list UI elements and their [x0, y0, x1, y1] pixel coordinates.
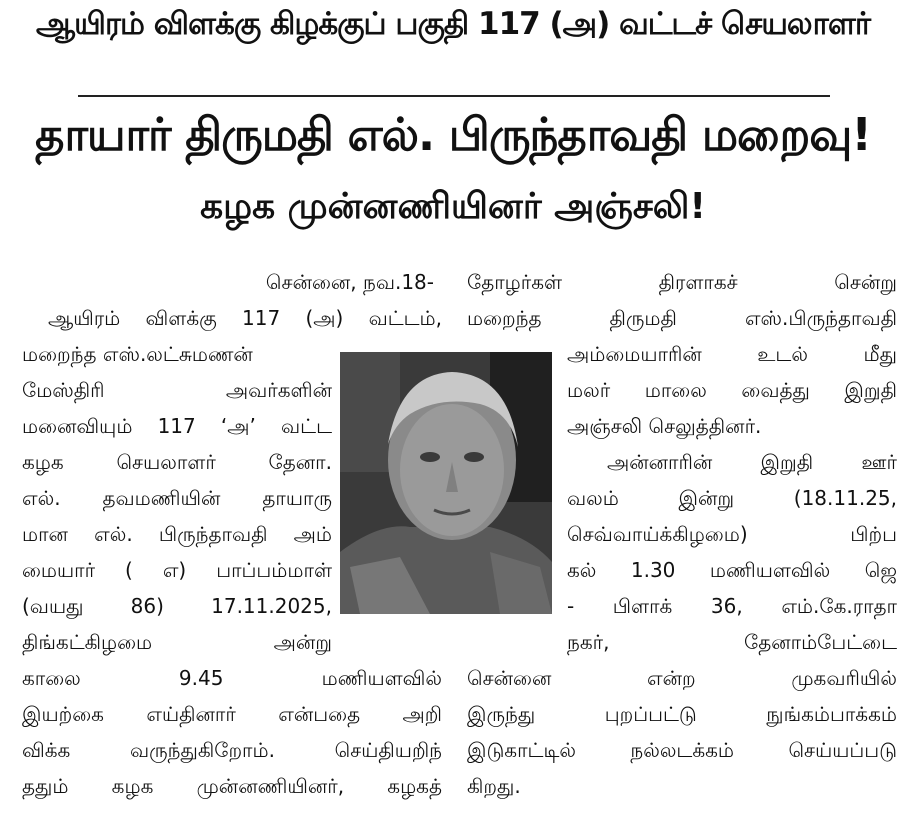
article-line: (வயது 86) 17.11.2025,: [22, 594, 332, 618]
article-line: அம்மையாரின் உடல் மீது: [567, 342, 897, 366]
article-line: மேஸ்திரி அவர்களின்: [22, 378, 332, 402]
article-line: எல். தவமணியின் தாயாரு: [22, 486, 332, 510]
article-line: - பிளாக் 36, எம்.கே.ராதா: [567, 594, 897, 618]
article-line: மலர் மாலை வைத்து இறுதி: [567, 378, 897, 402]
dateline: சென்னை, நவ.18-: [265, 270, 434, 294]
article-line: இயற்கை எய்தினார் என்பதை அறி: [22, 702, 442, 726]
article-line: இடுகாட்டில் நல்லடக்கம் செய்யப்படு: [467, 738, 897, 762]
subheadline: கழக முன்னணியினர் அஞ்சலி!: [200, 186, 706, 227]
article-line: மையார் ( எ) பாப்பம்மாள்: [22, 558, 332, 582]
article-line: மறைந்த திருமதி எஸ்.பிருந்தாவதி: [467, 306, 897, 330]
article-line: மறைந்த எஸ்.லட்சுமணன்: [22, 342, 253, 366]
article-line: கழக செயலாளர் தேனா.: [22, 450, 332, 474]
article-line: காலை 9.45 மணியளவில்: [22, 666, 442, 690]
article-line: விக்க வருந்துகிறோம். செய்தியறிந்: [22, 738, 442, 762]
portrait-photo: [340, 352, 552, 614]
article-line: ததும் கழக முன்னணியினர், கழகத்: [22, 774, 442, 798]
article-line: வலம் இன்று (18.11.25,: [567, 486, 897, 510]
article-line: அன்னாரின் இறுதி ஊர்: [607, 450, 897, 474]
article-line: திங்கட்கிழமை அன்று: [22, 630, 332, 654]
kicker-heading: ஆயிரம் விளக்கு கிழக்குப் பகுதி 117 (அ) வட்டச் செயலாளர்: [35, 6, 871, 42]
article-line: செவ்வாய்க்கிழமை) பிற்ப: [567, 522, 897, 546]
heading-divider: [78, 95, 830, 97]
article-line: மனைவியும் 117 ‘அ’ வட்ட: [22, 414, 332, 438]
article-line: கல் 1.30 மணியளவில் ஜெ: [567, 558, 897, 582]
article-line: இருந்து புறப்பட்டு நுங்கம்பாக்கம்: [467, 702, 897, 726]
headline: தாயார் திருமதி எல். பிருந்தாவதி மறைவு!: [35, 108, 871, 161]
article-line: அஞ்சலி செலுத்தினர்.: [567, 414, 762, 438]
article-line: சென்னை என்ற முகவரியில்: [467, 666, 897, 690]
article-line: ஆயிரம் விளக்கு 117 (அ) வட்டம்,: [48, 306, 442, 330]
article-line: நகர், தேனாம்பேட்டை: [567, 630, 897, 654]
article-line: மான எல். பிருந்தாவதி அம்: [22, 522, 332, 546]
article-line: தோழர்கள் திரளாகச் சென்று: [467, 270, 897, 294]
article-line: கிறது.: [467, 774, 521, 798]
